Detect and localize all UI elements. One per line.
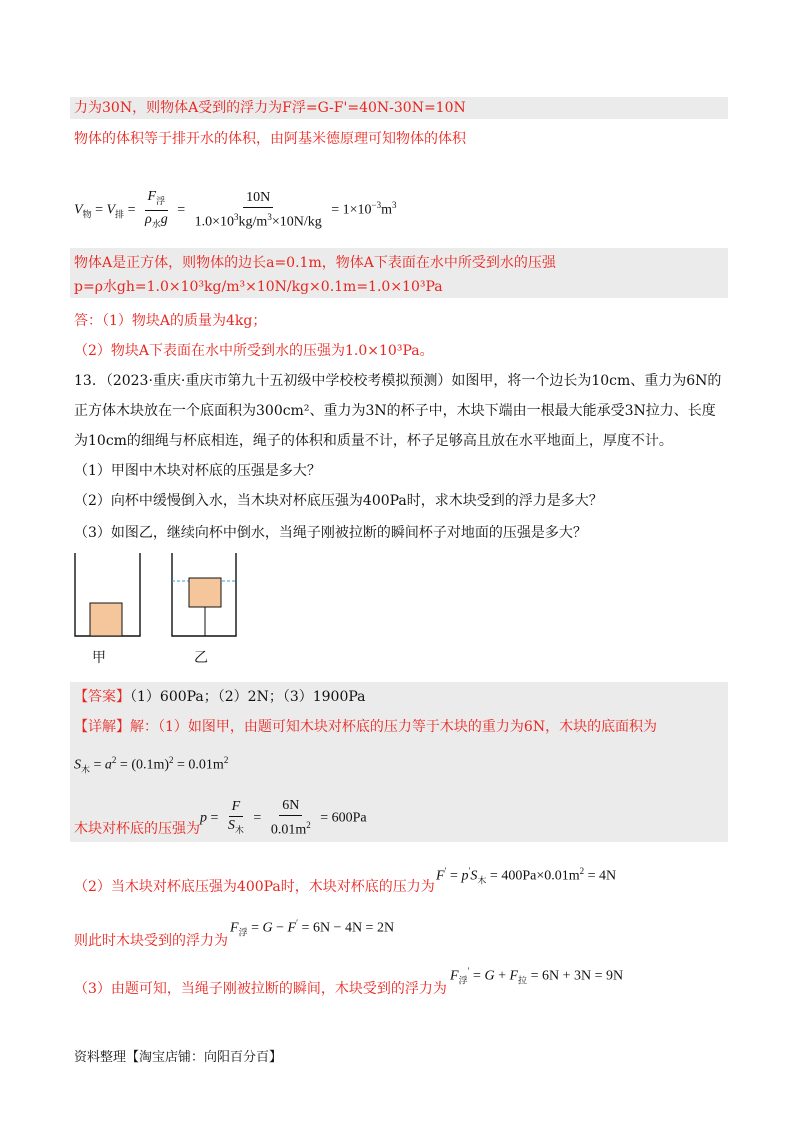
detail-line-2-text: （2）当木块对杯底压强为400Pa时，木块对杯底的压力为: [74, 879, 435, 895]
answer-tag: 【答案】: [74, 689, 130, 705]
wood-block-right: [189, 578, 221, 607]
answer-row: [74, 686, 366, 708]
pressure-formula: p = $\frac{F}{S_木}$ = $\frac{6N}{0.01m^2}$ = 600Pa: [200, 798, 367, 838]
answer-text: （1）600Pa；（2）2N；（3）1900Pa: [130, 689, 366, 705]
question-13-line-2: 正方体木块放在一个底面积为300cm²、重力为3N的杯子中，木块下端由一根最大能承受3N拉力、长度: [74, 403, 716, 419]
area-formula: $S_木 = a^2 = (0.1m)^2 = 0.01m^2$: [74, 755, 229, 775]
solution-line-1: 力为30N，则物体A受到的浮力为F浮=G-F'=40N-30N=10N: [74, 100, 466, 116]
cup-left: [75, 553, 140, 636]
force-formula: $F' = p'S_木 = 400Pa\times 0.01m^2 = 4N$: [436, 866, 617, 886]
buoyancy-formula-2: $F_浮' = G + F_拉 = 6N + 3N = 9N$: [450, 966, 624, 986]
buoyancy-formula: $F_浮 = G - F' = 6N - 4N = 2N$: [230, 918, 395, 938]
cup-diagram: [70, 550, 250, 640]
detail-line-3-text: 则此时木块受到的浮力为: [74, 933, 228, 949]
wood-block-left: [90, 603, 122, 636]
figure-label-yi: 乙: [194, 650, 208, 666]
side-length-line: 物体A是正方体，则物体的边长a=0.1m，物体A下表面在水中所受到水的压强: [74, 255, 556, 271]
question-13-line-3: 为10cm的细绳与杯底相连，绳子的体积和质量不计，杯子足够高且放在水平地面上，厚度不计。: [74, 433, 673, 449]
volume-formula: $V_物 = V_排$ = $\frac{F_浮}{\rho_水g}$ = $\frac{10N}{1.0\times 10^3kg/m^3\times 10N/kg}$ = $1\times 10^{-3}m^3$: [74, 189, 397, 230]
detail-line-1: 解：（1）如图甲，由题可知木块对杯底的压力等于木块的重力为6N，木块的底面积为: [130, 719, 658, 735]
pressure-text: 木块对杯底的压强为: [74, 821, 200, 837]
pressure-line: p=ρ水gh=1.0×10³kg/m³×10N/kg×0.1m=1.0×10³Pa: [74, 279, 443, 295]
question-13-sub-2: （2）向杯中缓慢倒入水，当木块对杯底压强为400Pa时，求木块受到的浮力是多大？: [74, 493, 603, 509]
question-13-sub-3: （3）如图乙，继续向杯中倒水，当绳子刚被拉断的瞬间杯子对地面的压强是多大？: [74, 525, 587, 541]
detail-tag: 【详解】: [74, 719, 130, 735]
question-13-line-1: 13．（2023·重庆·重庆市第九十五初级中学校校考模拟预测）如图甲，将一个边长为10cm、重力为6N的: [74, 373, 722, 389]
figure-label-jia: 甲: [92, 650, 106, 666]
detail-row: [74, 716, 657, 738]
cup-right: [172, 553, 236, 636]
footer-source: 资料整理【淘宝店铺：向阳百分百】: [74, 1050, 283, 1065]
detail-line-4-text: （3）由题可知，当绳子刚被拉断的瞬间，木块受到的浮力为: [74, 981, 447, 997]
question-13-sub-1: （1）甲图中木块对杯底的压强是多大？: [74, 463, 321, 479]
answer-line-2: （2）物块A下表面在水中所受到水的压强为1.0×10³Pa。: [74, 343, 434, 359]
solution-line-2: 物体的体积等于排开水的体积，由阿基米德原理可知物体的体积: [74, 131, 466, 147]
answer-line-1: 答：（1）物块A的质量为4kg；: [74, 313, 267, 329]
